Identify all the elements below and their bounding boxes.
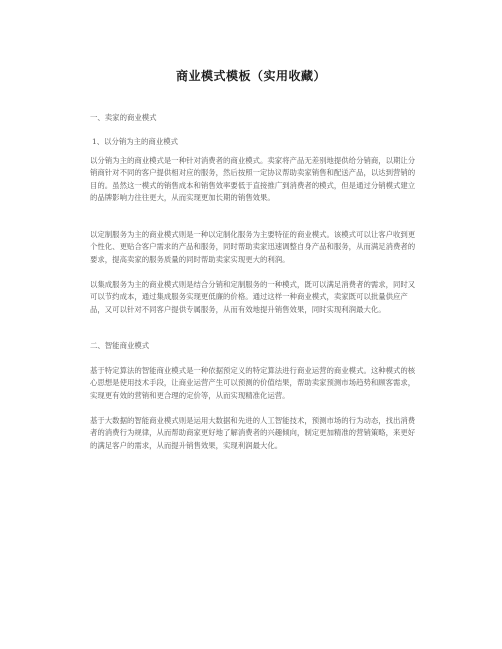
subsection-heading-distribution: 1、以分销为主的商业模式 xyxy=(92,137,179,146)
paragraph-custom-service: 以定制服务为主的商业模式则是一种以定制化服务为主要特征的商业模式。该模式可以让客户收到更个性化、更贴合客户需求的产品和服务，同时帮助卖家迅速调整自身产品和服务，从而满足消费者的要求，提高卖家的服务质量的同时帮助卖家实现更大的利润。 xyxy=(90,230,416,264)
paragraph-bigdata-model: 基于大数据的智能商业模式则是运用大数据和先进的人工智能技术，预测市场的行为动态，找出消费者的消费行为规律，从而帮助商家更好地了解消费者的兴趣倾向，制定更加精准的营销策略，来更好的满足客户的需求，从而提升销售效果，实现利润最大化。 xyxy=(90,416,416,450)
section-heading-smart: 二、智能商业模式 xyxy=(90,341,150,350)
paragraph-algorithm-model: 基于特定算法的智能商业模式是一种依据预定义的特定算法进行商业运营的商业模式。这种模式的核心思想是使用技术手段，让商业运营产生可以预测的价值结果，帮助卖家预测市场趋势和顾客需求，实现更有效的营销和更合理的定价等，从而实现精准化运营。 xyxy=(90,366,416,400)
paragraph-distribution: 以分销为主的商业模式是一种针对消费者的商业模式。卖家将产品无差别地提供给分销商，以期让分销商针对不同的客户提供相对应的服务，然后按照一定协议帮助卖家销售和配送产品，以达到营销的目的。虽然这一模式的销售成本和销售效率要低于直接推广到消费者的模式，但是通过分销模式建立的品牌影响力往往更大，从而实现更加长期的销售效果。 xyxy=(90,156,416,203)
paragraph-integrated-service: 以集成服务为主的商业模式则是结合分销和定制服务的一种模式，既可以满足消费者的需求，同时又可以节约成本，通过集成服务实现更低廉的价格。通过这样一种商业模式，卖家既可以批量供应产品，又可以针对不同客户提供专属服务，从而有效地提升销售效果，同时实现利润最大化。 xyxy=(90,280,416,314)
section-heading-sellers: 一、卖家的商业模式 xyxy=(90,113,157,122)
document-title: 商业模式模板（实用收藏） xyxy=(175,69,326,83)
